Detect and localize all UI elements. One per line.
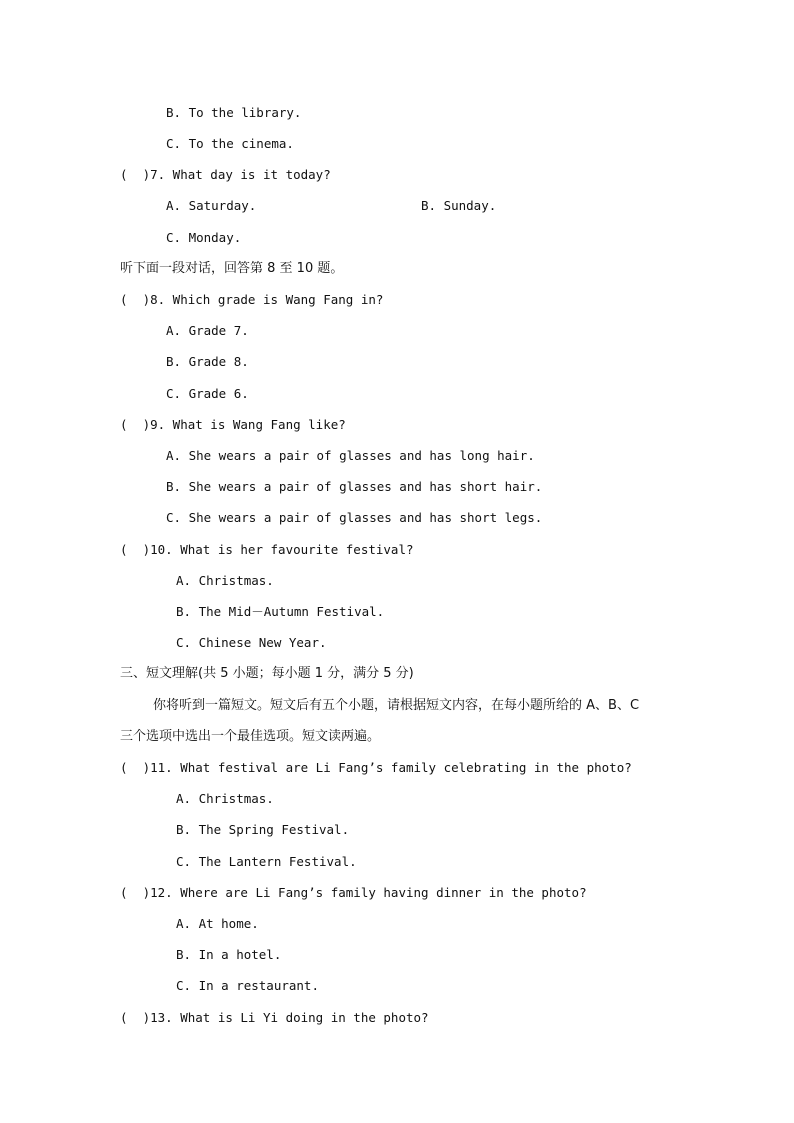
section-3-title: 三、短文理解(共 5 小题；每小题 1 分，满分 5 分)	[120, 666, 414, 681]
q13-question: ( )13. What is Li Yi doing in the photo?	[120, 1010, 429, 1025]
q11-question: ( )11. What festival are Li Fang’s family celebrating in the photo?	[120, 760, 632, 775]
section-3-instruction-line2: 三个选项中选出一个最佳选项。短文读两遍。	[120, 729, 381, 744]
q11-option-a: A. Christmas.	[176, 791, 274, 806]
q10-question: ( )10. What is her favourite festival?	[120, 542, 414, 557]
q6-option-c: C. To the cinema.	[166, 136, 294, 151]
q8-question: ( )8. Which grade is Wang Fang in?	[120, 292, 384, 307]
q9-option-b: B. She wears a pair of glasses and has short hair.	[166, 479, 543, 494]
q8-option-c: C. Grade 6.	[166, 386, 249, 401]
q7-question: ( )7. What day is it today?	[120, 167, 331, 182]
q12-question: ( )12. Where are Li Fang’s family having dinner in the photo?	[120, 885, 587, 900]
q10-option-b: B. The Mid－Autumn Festival.	[176, 604, 385, 619]
q10-option-c: C. Chinese New Year.	[176, 635, 327, 650]
q8-option-a: A. Grade 7.	[166, 323, 249, 338]
q12-option-c: C. In a restaurant.	[176, 978, 319, 993]
section-3-instruction-line1: 你将听到一篇短文。短文后有五个小题，请根据短文内容，在每小题所给的 A、B、C	[153, 698, 640, 713]
q7-option-c: C. Monday.	[166, 230, 242, 245]
dialogue-instruction: 听下面一段对话，回答第 8 至 10 题。	[120, 261, 344, 276]
q11-option-b: B. The Spring Festival.	[176, 822, 350, 837]
q12-option-a: A. At home.	[176, 916, 259, 931]
q11-option-c: C. The Lantern Festival.	[176, 854, 357, 869]
q7-option-a: A. Saturday.	[166, 198, 257, 213]
q6-option-b: B. To the library.	[166, 105, 302, 120]
q9-question: ( )9. What is Wang Fang like?	[120, 417, 346, 432]
q9-option-c: C. She wears a pair of glasses and has short legs.	[166, 510, 543, 525]
q8-option-b: B. Grade 8.	[166, 354, 249, 369]
q9-option-a: A. She wears a pair of glasses and has long hair.	[166, 448, 535, 463]
q12-option-b: B. In a hotel.	[176, 947, 282, 962]
q10-option-a: A. Christmas.	[176, 573, 274, 588]
q7-option-b: B. Sunday.	[421, 198, 497, 213]
